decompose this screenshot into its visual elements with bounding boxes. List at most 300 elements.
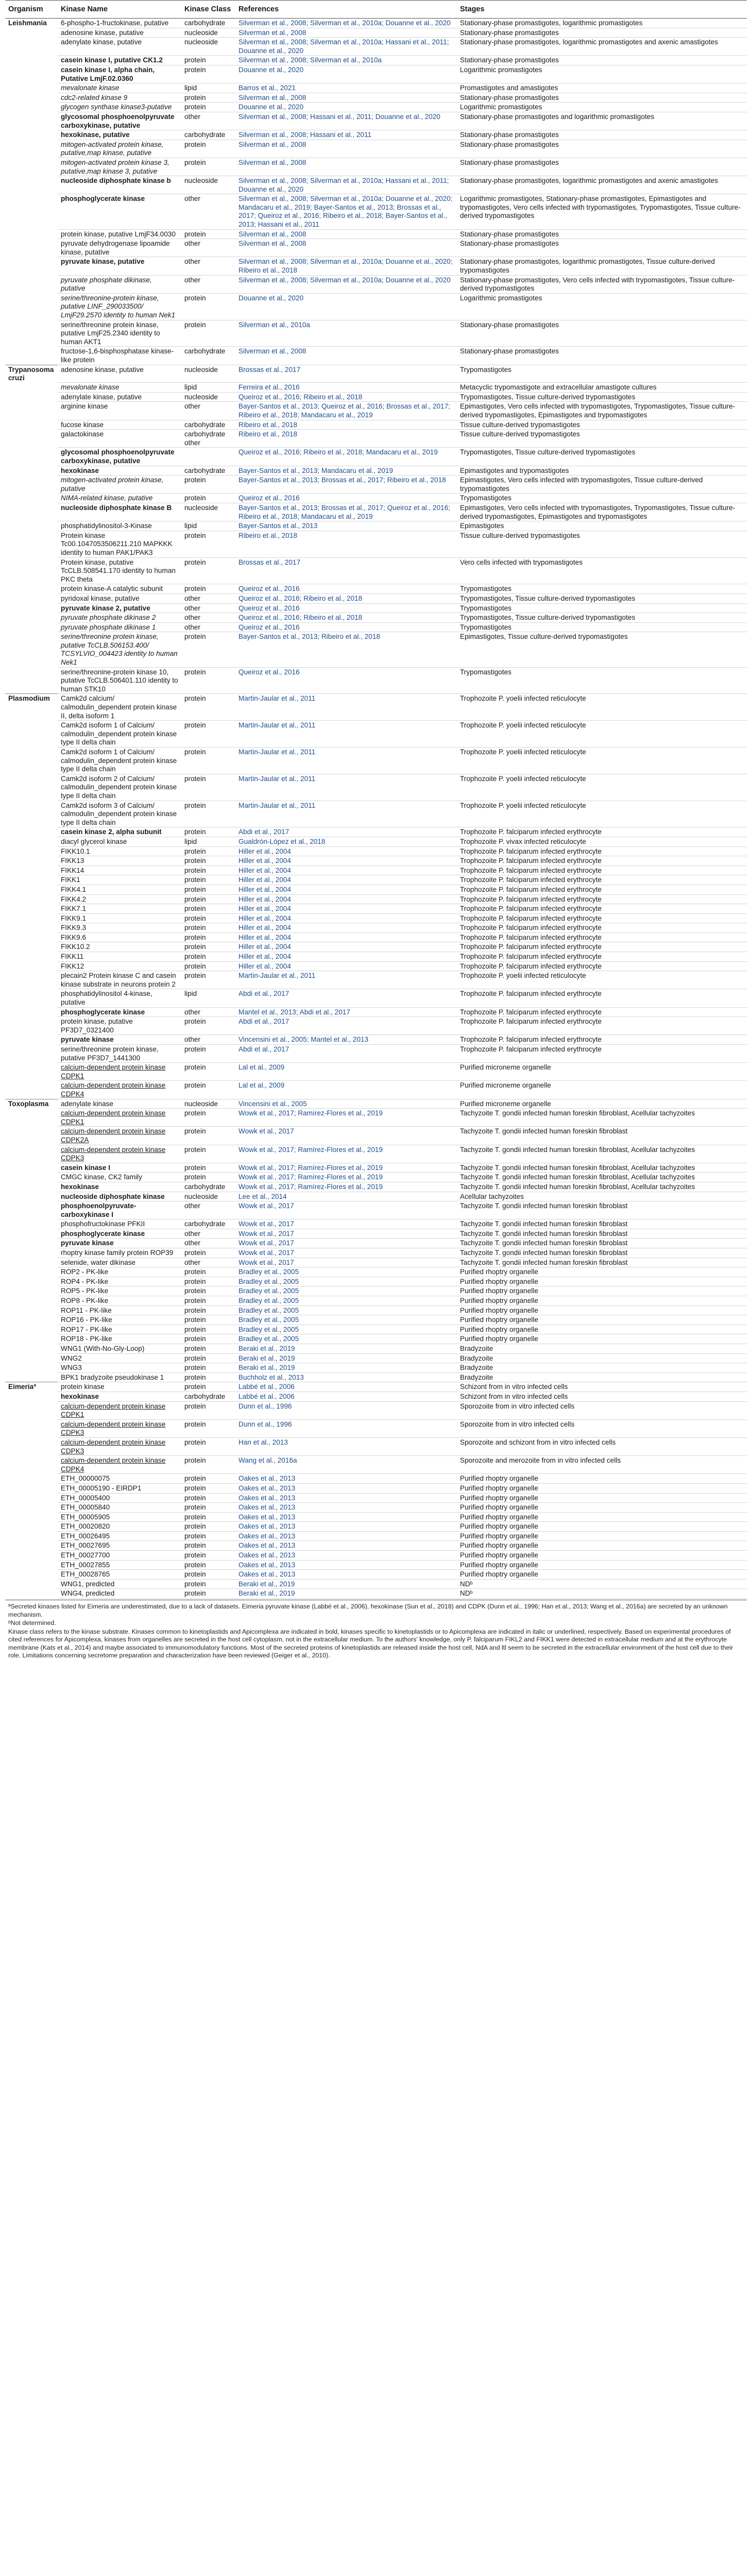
references-cell[interactable]: Han et al., 2013 [235,1437,457,1455]
kinase-name-cell: FIKK11 [58,952,181,962]
table-row [5,603,747,613]
kinase-class-cell: other [181,275,235,293]
references-cell[interactable]: Hiller et al., 2004 [235,885,457,894]
stages-cell: Trophozoite P. falciparum infected erythrocyte [457,933,747,942]
table-row [5,275,747,293]
organism-cell [5,1456,58,1474]
organism-cell [5,65,58,83]
references-cell[interactable]: Hiller et al., 2004 [235,942,457,952]
references-cell[interactable]: Silverman et al., 2008; Silverman et al., 2010a; Douanne et al., 2020 [235,275,457,293]
kinase-class-cell: protein [181,1296,235,1306]
organism-cell [5,952,58,962]
references-cell[interactable]: Bradley et al., 2005 [235,1296,457,1306]
organism-cell [5,1201,58,1219]
stages-cell: Trophozoite P. yoelii infected reticulocyte [457,801,747,827]
table-row [5,875,747,885]
organism-cell [5,1239,58,1248]
references-cell[interactable]: Wowk et al., 2017; Ramírez-Flores et al., 2019 [235,1109,457,1127]
table-row [5,622,747,632]
stages-cell: Stationary-phase promastigotes and logarithmic promastigotes [457,112,747,130]
kinase-class-cell: protein [181,1401,235,1419]
organism-cell [5,866,58,875]
stages-cell: Tachyzoite T. gondii infected human foreskin fibroblast, Acellular tachyzoites [457,1173,747,1182]
references-cell[interactable]: Hiller et al., 2004 [235,846,457,856]
references-cell[interactable]: Silverman et al., 2008; Hassani et al., 2011 [235,130,457,140]
references-cell[interactable]: Brossas et al., 2017 [235,365,457,383]
table-row [5,1182,747,1192]
stages-cell: Trypomastigotes, Tissue culture-derived trypomastigotes [457,594,747,603]
references-cell[interactable]: Wowk et al., 2017 [235,1229,457,1239]
references-cell[interactable]: Martin-Jaular et al., 2011 [235,971,457,989]
organism-cell [5,1531,58,1541]
table-row [5,112,747,130]
references-cell[interactable]: Oakes et al., 2013 [235,1570,457,1580]
stages-cell: Stationary-phase promastigotes [457,28,747,38]
kinase-name-cell: calcium-dependent protein kinase CDPK4 [58,1456,181,1474]
references-cell[interactable]: Oakes et al., 2013 [235,1503,457,1513]
references-cell[interactable]: Bradley et al., 2005 [235,1277,457,1286]
kinase-name-cell: Camk2d isoform 3 of Calcium/ calmodulin_dependent protein kinase type II delta chain [58,801,181,827]
table-row [5,521,747,531]
references-cell[interactable]: Bayer-Santos et al., 2013; Ribeiro et al., 2018 [235,632,457,667]
references-cell[interactable]: Oakes et al., 2013 [235,1560,457,1570]
stages-cell: Purified rhoptry organelle [457,1512,747,1522]
kinase-class-cell: protein [181,1551,235,1561]
table-row [5,1437,747,1455]
table-row [5,1315,747,1325]
kinase-name-cell: ROP5 - PK-like [58,1286,181,1296]
references-cell[interactable]: Queiroz et al., 2016 [235,603,457,613]
organism-cell [5,1173,58,1182]
references-cell[interactable]: Beraki et al., 2019 [235,1579,457,1589]
organism-cell [5,942,58,952]
kinase-name-cell: phosphoglycerate kinase [58,194,181,229]
table-row [5,1109,747,1127]
references-cell[interactable]: Silverman et al., 2008; Silverman et al., 2010a; Hassani et al., 2011; Douanne et al., 2020 [235,176,457,194]
table-row [5,1239,747,1248]
organism-cell [5,494,58,503]
references-cell[interactable]: Vincensini et al., 2005; Mantel et al., 2013 [235,1035,457,1045]
organism-cell [5,667,58,694]
references-cell[interactable]: Silverman et al., 2008 [235,28,457,38]
kinase-class-cell: protein [181,1145,235,1163]
table-row [5,1258,747,1267]
stages-cell: Bradyzoite [457,1372,747,1382]
kinase-class-cell: protein [181,933,235,942]
table-row [5,1286,747,1296]
stages-cell: Stationary-phase promastigotes, logarithmic promastigotes [457,19,747,28]
stages-cell: Trophozoite P. vivax infected reticulocyte [457,837,747,846]
table-row [5,584,747,594]
kinase-name-cell: ETH_00005905 [58,1512,181,1522]
references-cell[interactable]: Silverman et al., 2008; Silverman et al., 2010a; Hassani et al., 2011; Douanne et al., 2020 [235,38,457,56]
stages-cell: Trophozoite P. yoelii infected reticulocyte [457,774,747,801]
header-stages: Stages [457,1,747,19]
kinase-name-cell: nucleoside diphosphate kinase [58,1192,181,1201]
references-cell[interactable]: Silverman et al., 2008; Silverman et al., 2010a; Douanne et al., 2020; Mandacaru et al., 2019; Bayer-Santos et al., 2013; Brossas et al., 2017; Queiroz et al., 2016; Ribeiro et al., 2018; Bayer-Santos et al., 2013; Hassani et al., 2011 [235,194,457,229]
references-cell[interactable]: Beraki et al., 2019 [235,1344,457,1354]
stages-cell: Trophozoite P. yoelii infected reticulocyte [457,694,747,721]
references-cell[interactable]: Labbé et al., 2006 [235,1382,457,1392]
references-cell[interactable]: Barros et al., 2021 [235,83,457,93]
references-cell[interactable]: Lal et al., 2009 [235,1081,457,1099]
references-cell[interactable]: Abdi et al., 2017 [235,1045,457,1063]
references-cell[interactable]: Bradley et al., 2005 [235,1286,457,1296]
references-cell[interactable]: Wowk et al., 2017; Ramírez-Flores et al., 2019 [235,1173,457,1182]
references-cell[interactable]: Silverman et al., 2008; Hassani et al., 2011; Douanne et al., 2020 [235,112,457,130]
references-cell[interactable]: Bayer-Santos et al., 2013; Queiroz et al., 2016; Brossas et al., 2017; Ribeiro et al., 2018; Mandacaru et al., 2019 [235,402,457,420]
table-row [5,1063,747,1081]
references-cell[interactable]: Martin-Jaular et al., 2011 [235,801,457,827]
references-cell[interactable]: Queiroz et al., 2016; Ribeiro et al., 2018; Mandacaru et al., 2019 [235,448,457,466]
organism-cell [5,1419,58,1437]
references-cell[interactable]: Ribeiro et al., 2018 [235,420,457,430]
kinase-name-cell: pyruvate kinase [58,1239,181,1248]
references-cell[interactable]: Abdi et al., 2017 [235,827,457,837]
references-cell[interactable]: Silverman et al., 2008; Silverman et al., 2010a; Douanne et al., 2020 [235,19,457,28]
organism-cell [5,1401,58,1419]
references-cell[interactable]: Wowk et al., 2017 [235,1201,457,1219]
table-row [5,1551,747,1561]
kinase-name-cell: Camk2d calcium/ calmodulin_dependent protein kinase II, delta isoform 1 [58,694,181,721]
references-cell[interactable]: Silverman et al., 2008; Silverman et al., 2010a; Douanne et al., 2020; Ribeiro et al., 2018 [235,257,457,275]
references-cell[interactable]: Wowk et al., 2017; Ramírez-Flores et al., 2019 [235,1163,457,1173]
references-cell[interactable]: Bayer-Santos et al., 2013; Mandacaru et al., 2019 [235,466,457,476]
kinase-name-cell: hexokinase [58,1182,181,1192]
table-row [5,1127,747,1145]
kinase-name-cell: FIKK1 [58,875,181,885]
kinase-name-cell: protein kinase-A catalytic subunit [58,584,181,594]
kinase-class-cell: protein [181,494,235,503]
organism-cell [5,112,58,130]
references-cell[interactable]: Wang et al., 2016a [235,1456,457,1474]
references-cell[interactable]: Oakes et al., 2013 [235,1541,457,1551]
references-cell[interactable]: Hiller et al., 2004 [235,856,457,866]
references-cell[interactable]: Queiroz et al., 2016; Ribeiro et al., 2018 [235,613,457,623]
kinase-name-cell: ETH_00020820 [58,1522,181,1532]
references-cell[interactable]: Oakes et al., 2013 [235,1483,457,1493]
kinase-class-cell: protein [181,1163,235,1173]
organism-cell [5,1248,58,1258]
references-cell[interactable]: Oakes et al., 2013 [235,1551,457,1561]
references-cell[interactable]: Hiller et al., 2004 [235,952,457,962]
kinase-class-cell: protein [181,694,235,721]
kinase-name-cell: calcium-dependent protein kinase CDPK3 [58,1437,181,1455]
organism-cell [5,1267,58,1277]
references-cell[interactable]: Beraki et al., 2019 [235,1589,457,1599]
organism-cell: Leishmania [8,19,47,27]
table-row [5,38,747,56]
kinase-class-cell: carbohydrate [181,1392,235,1401]
table-row [5,774,747,801]
organism-cell [5,885,58,894]
kinase-class-cell: other [181,1035,235,1045]
references-cell[interactable]: Queiroz et al., 2016 [235,494,457,503]
kinase-class-cell: protein [181,56,235,65]
references-cell[interactable]: Hiller et al., 2004 [235,904,457,914]
table-footnotes [5,1600,747,1660]
references-cell[interactable]: Ribeiro et al., 2018 [235,430,457,448]
kinase-class-cell: protein [181,1267,235,1277]
references-cell[interactable]: Silverman et al., 2008; Silverman et al., 2010a [235,56,457,65]
organism-cell [5,466,58,476]
stages-cell: Trophozoite P. falciparum infected erythrocyte [457,875,747,885]
header-organism: Organism [5,1,58,19]
kinase-name-cell: FIKK9.3 [58,923,181,933]
organism-cell [5,1560,58,1570]
organism-cell [5,1334,58,1344]
stages-cell: Tachyzoite T. gondii infected human foreskin fibroblast [457,1219,747,1229]
stages-cell: Epimastigotes, Tissue culture-derived trypomastigotes [457,632,747,667]
references-cell[interactable]: Hiller et al., 2004 [235,933,457,942]
kinase-name-cell: hexokinase [58,1392,181,1401]
references-cell[interactable]: Bayer-Santos et al., 2013 [235,521,457,531]
references-cell[interactable]: Bayer-Santos et al., 2013; Brossas et al., 2017; Ribeiro et al., 2018 [235,476,457,494]
references-cell[interactable]: Wowk et al., 2017 [235,1219,457,1229]
references-cell[interactable]: Douanne et al., 2020 [235,65,457,83]
references-cell[interactable]: Martin-Jaular et al., 2011 [235,774,457,801]
kinase-name-cell: serine/threonine-protein kinase 10, putative TcCLB.506401.110 identity to human STK10 [58,667,181,694]
references-cell[interactable]: Beraki et al., 2019 [235,1353,457,1363]
table-row [5,827,747,837]
references-cell[interactable]: Abdi et al., 2017 [235,989,457,1007]
references-cell[interactable]: Wowk et al., 2017; Ramírez-Flores et al., 2019 [235,1145,457,1163]
kinase-name-cell: WNG4, predicted [58,1589,181,1599]
stages-cell: Stationary-phase promastigotes [457,130,747,140]
stages-cell: Trophozoite P. yoelii infected reticulocyte [457,721,747,748]
kinase-name-cell: casein kinase I, alpha chain, Putative LmjF.02.0360 [58,65,181,83]
organism-cell [5,38,58,56]
kinase-class-cell: protein [181,320,235,347]
table-row [5,392,747,402]
table-row [5,83,747,93]
references-cell[interactable]: Hiller et al., 2004 [235,961,457,971]
table-row [5,158,747,176]
references-cell[interactable]: Buchholz et al., 2013 [235,1372,457,1382]
references-cell[interactable]: Oakes et al., 2013 [235,1493,457,1503]
kinase-class-cell: carbohydrate [181,130,235,140]
references-cell[interactable]: Queiroz et al., 2016 [235,584,457,594]
table-row [5,347,747,365]
footnote: ᵇNot determined. [8,1619,56,1627]
references-cell[interactable]: Oakes et al., 2013 [235,1474,457,1484]
references-cell[interactable]: Hiller et al., 2004 [235,913,457,923]
stages-cell: Trophozoite P. falciparum infected erythrocyte [457,846,747,856]
kinase-class-cell: protein [181,774,235,801]
stages-cell: Trophozoite P. falciparum infected erythrocyte [457,856,747,866]
references-cell[interactable]: Lal et al., 2009 [235,1063,457,1081]
stages-cell: Sporozoite from in vitro infected cells [457,1401,747,1419]
references-cell[interactable]: Bradley et al., 2005 [235,1306,457,1315]
table-row [5,1277,747,1286]
stages-cell: Epimastigotes and trypomastigotes [457,466,747,476]
references-cell[interactable]: Ribeiro et al., 2018 [235,531,457,557]
table-row [5,1531,747,1541]
references-cell[interactable]: Silverman et al., 2008 [235,347,457,365]
kinase-class-cell: protein [181,140,235,158]
references-cell[interactable]: Queiroz et al., 2016; Ribeiro et al., 2018 [235,594,457,603]
kinase-name-cell: ETH_00005190 - EIRDP1 [58,1483,181,1493]
organism-cell: Plasmodium [5,694,58,721]
references-cell[interactable]: Silverman et al., 2008 [235,158,457,176]
organism-cell [5,584,58,594]
references-cell[interactable]: Wowk et al., 2017 [235,1127,457,1145]
kinase-name-cell: FIKK7.1 [58,904,181,914]
references-cell[interactable]: Silverman et al., 2008 [235,93,457,103]
references-cell[interactable]: Dunn et al., 1996 [235,1401,457,1419]
table-row [5,1296,747,1306]
table-row [5,952,747,962]
kinase-name-cell: ETH_00000075 [58,1474,181,1484]
kinase-name-cell: galactokinase [58,430,181,448]
organism-cell [5,894,58,904]
kinase-class-cell: protein [181,158,235,176]
stages-cell: Purified rhoptry organelle [457,1306,747,1315]
references-cell[interactable]: Labbé et al., 2006 [235,1392,457,1401]
stages-cell: Trophozoite P. falciparum infected erythrocyte [457,942,747,952]
references-cell[interactable]: Martin-Jaular et al., 2011 [235,721,457,748]
kinase-table [5,0,747,1599]
kinase-name-cell: WNG1 (With-No-Gly-Loop) [58,1344,181,1354]
stages-cell: Epimastigotes, Vero cells infected with trypomastigotes, Trypomastigotes, Tissue culture-derived trypomastigotes, Epimastigotes and trypomastigotes [457,402,747,420]
references-cell[interactable]: Silverman et al., 2008 [235,140,457,158]
references-cell[interactable]: Abdi et al., 2017 [235,1017,457,1035]
organism-cell [5,875,58,885]
kinase-class-cell: protein [181,801,235,827]
references-cell[interactable]: Wowk et al., 2017; Ramírez-Flores et al., 2019 [235,1182,457,1192]
references-cell[interactable]: Wowk et al., 2017 [235,1248,457,1258]
organism-cell [5,1522,58,1532]
references-cell[interactable]: Douanne et al., 2020 [235,103,457,112]
kinase-class-cell: protein [181,1512,235,1522]
stages-cell: Trophozoite P. falciparum infected erythrocyte [457,923,747,933]
references-cell[interactable]: Douanne et al., 2020 [235,293,457,320]
references-cell[interactable]: Oakes et al., 2013 [235,1512,457,1522]
references-cell[interactable]: Bradley et al., 2005 [235,1334,457,1344]
stages-cell: Trophozoite P. falciparum infected erythrocyte [457,1007,747,1017]
organism-cell [5,1503,58,1513]
table-row [5,531,747,557]
stages-cell: Purified rhoptry organelle [457,1503,747,1513]
stages-cell: Epimastigotes, Vero cells infected with trypomastigotes, Trypomastigotes, Tissue culture-derived trypomastigotes, Epimastigotes and trypomastigotes [457,503,747,521]
references-cell[interactable]: Hiller et al., 2004 [235,923,457,933]
references-cell[interactable]: Gualdrón-López et al., 2018 [235,837,457,846]
references-cell[interactable]: Lee et al., 2014 [235,1192,457,1201]
kinase-class-cell: other [181,257,235,275]
references-cell[interactable]: Vincensini et al., 2005 [235,1099,457,1109]
kinase-class-cell: other [181,1201,235,1219]
footnote: ªSecreted kinases listed for Eimeria are underestimated, due to a lack of datasets. Eimeria pyruvate kinase (Labbé et al., 2006), hexokinase (Sun et al., 2018) and CDPK (Dunn et al., 1996; Han et al., 2013; Wang et al., 2016a) are secreted by an unknown mechanism. [8,1603,728,1618]
header-references: References [235,1,457,19]
stages-cell: Stationary-phase promastigotes [457,239,747,257]
kinase-name-cell: serine/threonine protein kinase, putative TcCLB.506153.400/ TCSYLVIO_004423 identity to human Nek1 [58,632,181,667]
organism-cell [5,347,58,365]
kinase-class-cell: other [181,1229,235,1239]
references-cell[interactable]: Bradley et al., 2005 [235,1325,457,1334]
references-cell[interactable]: Mantel et al., 2013; Abdi et al., 2017 [235,1007,457,1017]
kinase-name-cell: ROP2 - PK-like [58,1267,181,1277]
kinase-class-cell: other [181,613,235,623]
references-cell[interactable]: Silverman et al., 2008 [235,229,457,239]
references-cell[interactable]: Brossas et al., 2017 [235,557,457,584]
table-row [5,320,747,347]
kinase-name-cell: adenosine kinase, putative [58,365,181,383]
stages-cell: Trophozoite P. falciparum infected erythrocyte [457,894,747,904]
stages-cell: Purified rhoptry organelle [457,1560,747,1570]
kinase-class-cell: protein [181,1474,235,1484]
references-cell[interactable]: Oakes et al., 2013 [235,1522,457,1532]
kinase-class-cell: protein [181,885,235,894]
stages-cell: Stationary-phase promastigotes, logarithmic promastigotes and axenic amastigotes [457,38,747,56]
organism-cell [5,1229,58,1239]
kinase-class-cell: protein [181,1334,235,1344]
kinase-class-cell: protein [181,1017,235,1035]
kinase-class-cell: protein [181,93,235,103]
stages-cell: Trophozoite P. falciparum infected erythrocyte [457,913,747,923]
table-row [5,293,747,320]
references-cell[interactable]: Oakes et al., 2013 [235,1531,457,1541]
references-cell[interactable]: Ferreira et al., 2016 [235,383,457,393]
references-cell[interactable]: Queiroz et al., 2016 [235,667,457,694]
references-cell[interactable]: Queiroz et al., 2016; Ribeiro et al., 2018 [235,392,457,402]
references-cell[interactable]: Hiller et al., 2004 [235,894,457,904]
organism-cell [5,1512,58,1522]
table-row [5,1363,747,1373]
references-cell[interactable]: Martin-Jaular et al., 2011 [235,748,457,774]
organism-cell [5,613,58,623]
references-cell[interactable]: Dunn et al., 1996 [235,1419,457,1437]
table-row [5,430,747,448]
references-cell[interactable]: Bradley et al., 2005 [235,1267,457,1277]
organism-cell [5,856,58,866]
table-row [5,866,747,875]
organism-cell [5,1570,58,1580]
stages-cell: Purified microneme organelle [457,1063,747,1081]
kinase-name-cell: 6-phospho-1-fructokinase, putative [58,19,181,28]
references-cell[interactable]: Hiller et al., 2004 [235,866,457,875]
references-cell[interactable]: Wowk et al., 2017 [235,1239,457,1248]
references-cell[interactable]: Queiroz et al., 2016 [235,622,457,632]
stages-cell: Logarithmic promastigotes [457,65,747,83]
references-cell[interactable]: Beraki et al., 2019 [235,1363,457,1373]
organism-cell [5,103,58,112]
references-cell[interactable]: Bayer-Santos et al., 2013; Brossas et al., 2017; Queiroz et al., 2016; Ribeiro et al., 2018; Mandacaru et al., 2019 [235,503,457,521]
references-cell[interactable]: Silverman et al., 2010a [235,320,457,347]
kinase-class-cell: protein [181,1325,235,1334]
references-cell[interactable]: Silverman et al., 2008 [235,239,457,257]
organism-cell [5,1483,58,1493]
references-cell[interactable]: Hiller et al., 2004 [235,875,457,885]
kinase-name-cell: pyridoxal kinase, putative [58,594,181,603]
kinase-class-cell: carbohydrate other [181,430,235,448]
stages-cell: Stationary-phase promastigotes, logarithmic promastigotes and axenic amastigotes [457,176,747,194]
references-cell[interactable]: Bradley et al., 2005 [235,1315,457,1325]
references-cell[interactable]: Martin-Jaular et al., 2011 [235,694,457,721]
table-row [5,503,747,521]
references-cell[interactable]: Wowk et al., 2017 [235,1258,457,1267]
kinase-name-cell: serine/threonine protein kinase, putative PF3D7_1441300 [58,1045,181,1063]
kinase-class-cell: nucleoside [181,1192,235,1201]
kinase-class-cell: carbohydrate [181,1219,235,1229]
table-row [5,1589,747,1599]
kinase-class-cell: lipid [181,521,235,531]
kinase-name-cell: arginine kinase [58,402,181,420]
kinase-name-cell: fucose kinase [58,420,181,430]
stages-cell: Tachyzoite T. gondii infected human foreskin fibroblast, Acellular tachyzoites [457,1163,747,1173]
stages-cell: Bradyzoite [457,1344,747,1354]
kinase-name-cell: FIKK10.1 [58,846,181,856]
organism-cell [5,1063,58,1081]
